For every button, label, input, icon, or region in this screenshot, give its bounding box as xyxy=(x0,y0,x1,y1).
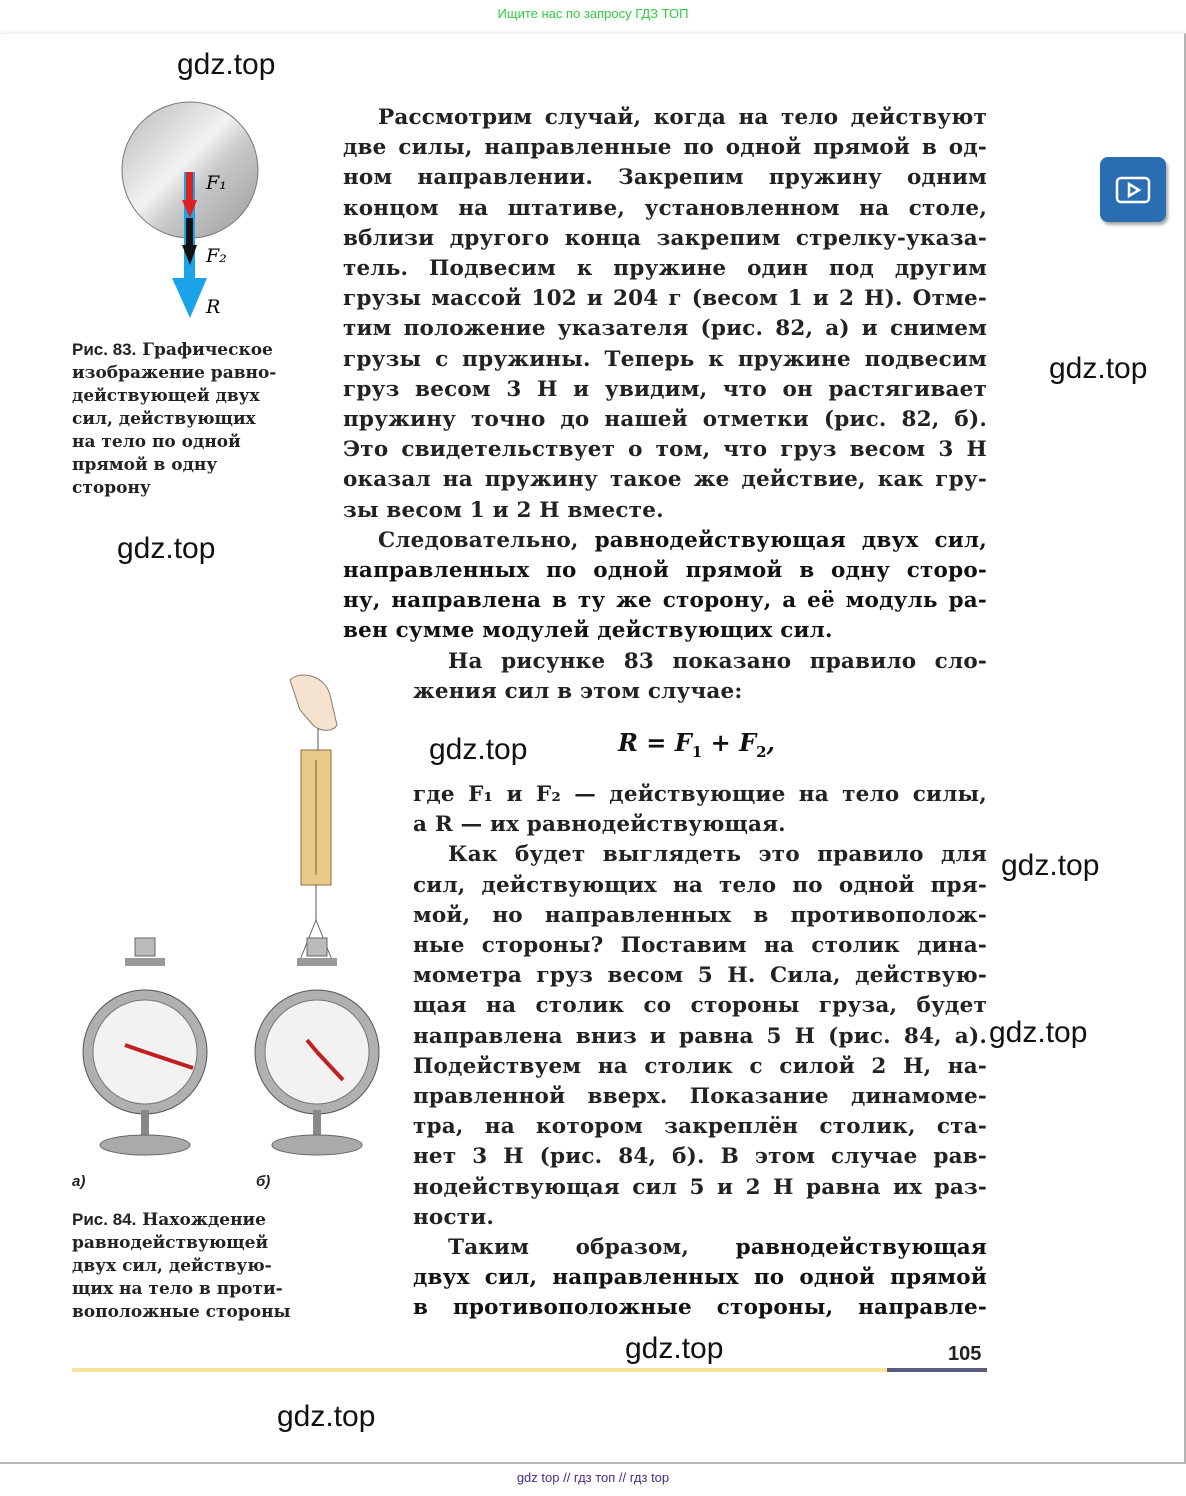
text-line xyxy=(413,780,987,810)
caption-line: прямой в одну xyxy=(72,455,218,475)
text-segment: грузы с пружины. Теперь к пружине подвесим xyxy=(343,346,987,372)
text-segment: Это свидетельствует о том, что груз весом 3 Н xyxy=(343,437,987,463)
text-line xyxy=(343,556,987,586)
text-segment: тель. Подвесим к пружине один под другим xyxy=(343,256,987,281)
text-segment: грузы массой 102 и 204 г (весом 1 и 2 Н). Отме- xyxy=(343,286,987,312)
bold-text-segment: равнодействующая двух сил, xyxy=(594,527,987,553)
text-line xyxy=(343,163,987,193)
text-line xyxy=(343,284,987,314)
watermark: gdz.top xyxy=(277,1400,376,1433)
text-line xyxy=(413,871,987,901)
bold-text-segment: двух сил, направленных по одной прямой xyxy=(413,1265,987,1291)
formula-comma: , xyxy=(766,728,775,757)
figure-83-illustration xyxy=(110,100,280,330)
text-line xyxy=(343,314,987,344)
text-segment: ные стороны? Поставим на столик дина- xyxy=(413,933,987,958)
text-line xyxy=(413,1082,987,1112)
dynamometer-b xyxy=(255,938,379,1155)
page-number-rule xyxy=(887,1368,987,1372)
text-segment: пружину точно до нашей отметки (рис. 82, б). xyxy=(343,407,987,432)
caption-line: воположные стороны xyxy=(72,1302,291,1322)
text-line xyxy=(413,810,987,840)
text-segment: нет 3 Н (рис. 84, б). В этом случае рав- xyxy=(413,1144,987,1170)
search-banner[interactable]: Ищите нас по запросу ГДЗ ТОП xyxy=(497,6,689,21)
watermark: gdz.top xyxy=(1049,352,1148,385)
text-line xyxy=(413,1203,987,1233)
formula-sub1: 1 xyxy=(691,742,703,761)
text-segment: правленной вверх. Показание динамоме- xyxy=(413,1084,987,1109)
bold-text-segment: ну, направлена в ту же сторону, а её модуль ра- xyxy=(343,588,987,614)
formula-sub2: 2 xyxy=(756,742,767,761)
bold-text-segment: равнодействующая xyxy=(735,1235,987,1260)
text-segment: концом на штативе, установленном на столе, xyxy=(343,195,987,221)
figure-84-caption: Рис. 84. Нахождение равнодействующей двух сил, действую- щих на тело в проти- воположные стороны xyxy=(72,1210,291,1322)
page-number: 105 xyxy=(948,1343,982,1365)
text-line xyxy=(413,931,987,961)
formula-plus: + xyxy=(702,728,740,757)
text-line xyxy=(343,345,987,375)
figure-84-illustration xyxy=(75,670,395,1160)
text-line xyxy=(413,901,987,931)
watermark: gdz.top xyxy=(989,1016,1088,1049)
text-segment: где F₁ и F₂ — действующие на тело силы, xyxy=(413,782,987,807)
text-line xyxy=(343,526,987,556)
text-line xyxy=(343,103,987,133)
text-line xyxy=(413,1142,987,1172)
caption-line: изображение равно- xyxy=(72,363,277,383)
text-line xyxy=(413,840,987,870)
text-line xyxy=(343,375,987,405)
text-segment: тра, на котором закреплён столик, ста- xyxy=(413,1114,987,1140)
text-line xyxy=(413,677,987,707)
text-line xyxy=(343,224,987,254)
text-line xyxy=(413,991,987,1021)
text-line xyxy=(343,435,987,465)
figure-84-label-a: а) xyxy=(72,1173,86,1190)
hand-icon xyxy=(290,675,337,730)
text-line xyxy=(413,1112,987,1142)
text-segment: ности. xyxy=(413,1204,495,1230)
text-line xyxy=(343,254,987,284)
watermark: gdz.top xyxy=(1001,849,1100,882)
text-segment: Как будет выглядеть это правило для xyxy=(448,842,987,868)
text-segment: Следовательно, xyxy=(378,527,595,553)
text-segment: зы весом 1 и 2 Н вместе. xyxy=(343,497,664,523)
text-segment: а R — их равнодействующая. xyxy=(413,812,786,838)
text-segment: сил, действующих на тело по одной пря- xyxy=(413,872,987,898)
formula-eq: = xyxy=(637,728,675,757)
text-segment: щая на столик со стороны груза, будет xyxy=(413,993,987,1019)
text-segment: нодействующая сил 5 и 2 Н равна их раз- xyxy=(413,1174,987,1200)
label-r: R xyxy=(206,296,221,318)
bold-text-segment: направленных по одной прямой в одну сторо- xyxy=(343,558,987,583)
bold-text-segment: в противоположные стороны, направле- xyxy=(413,1295,987,1321)
formula-f2: F xyxy=(739,728,757,757)
watermark: gdz.top xyxy=(117,532,216,565)
text-segment: мой, но направленных в противополож- xyxy=(413,902,987,928)
bold-text-segment: вен сумме модулей действующих сил. xyxy=(343,618,833,644)
watermark: gdz.top xyxy=(625,1332,724,1365)
formula xyxy=(618,728,775,761)
caption-line: щих на тело в проти- xyxy=(72,1279,283,1299)
text-segment: Рассмотрим случай, когда на тело действуют xyxy=(378,105,987,130)
text-segment: Подействуем на столик с силой 2 Н, на- xyxy=(413,1053,987,1079)
text-line xyxy=(413,1173,987,1203)
text-segment: жения сил в этом случае: xyxy=(413,678,743,704)
text-line xyxy=(413,1293,987,1323)
figure-84-label-b: б) xyxy=(256,1173,271,1190)
dynamometer-a xyxy=(83,938,207,1155)
caption-line: сторону xyxy=(72,478,151,498)
label-f1: F₁ xyxy=(206,172,227,194)
text-line xyxy=(343,194,987,224)
text-line xyxy=(343,496,987,526)
watermark: gdz.top xyxy=(429,733,528,766)
video-play-button[interactable] xyxy=(1100,157,1166,222)
text-line xyxy=(343,586,987,616)
text-line xyxy=(343,133,987,163)
text-segment: На рисунке 83 показано правило сло- xyxy=(448,648,987,674)
text-segment: тим положение указателя (рис. 82, а) и снимем xyxy=(343,316,987,342)
text-segment: направлена вниз и равна 5 Н (рис. 84, а). xyxy=(413,1023,987,1049)
label-f2: F₂ xyxy=(206,245,227,267)
footer-links[interactable]: gdz top // гдз топ // гдз top xyxy=(516,1470,670,1485)
text-segment: оказал на пружину такое же действие, как гру- xyxy=(343,467,987,493)
formula-f1: F xyxy=(674,728,692,757)
text-line xyxy=(413,961,987,991)
caption-line: равнодействующей xyxy=(72,1233,269,1253)
caption-line: Нахождение xyxy=(142,1210,266,1230)
text-line xyxy=(413,1052,987,1082)
text-line xyxy=(413,1022,987,1052)
text-line xyxy=(413,1263,987,1293)
text-segment: вблизи другого конца закрепим стрелку-указа- xyxy=(343,225,987,251)
figure-83-caption: Рис. 83. Графическое изображение равно- действующей двух сил, действующих на тело по одной прямой в одну сторону xyxy=(72,340,277,498)
caption-line: на тело по одной xyxy=(72,432,241,452)
formula-r: R xyxy=(618,728,638,757)
play-icon xyxy=(1115,175,1151,205)
text-segment: Таким образом, xyxy=(448,1235,736,1260)
text-line xyxy=(343,465,987,495)
text-segment: ном направлении. Закрепим пружину одним xyxy=(343,165,987,191)
caption-line: сил, действующих xyxy=(72,409,256,429)
text-line xyxy=(343,405,987,435)
text-line xyxy=(343,616,987,646)
text-line xyxy=(413,1233,987,1263)
watermark: gdz.top xyxy=(177,48,276,81)
text-line xyxy=(413,647,987,677)
text-segment: груз весом 3 Н и увидим, что он растягивает xyxy=(343,376,987,402)
caption-line: действующей двух xyxy=(72,386,260,406)
text-segment: две силы, направленные по одной прямой в од- xyxy=(343,135,987,161)
text-segment: мометра груз весом 5 Н. Сила, действую- xyxy=(413,963,987,989)
caption-line: двух сил, действую- xyxy=(72,1256,272,1276)
caption-line: Графическое xyxy=(142,340,273,360)
footer-rule xyxy=(72,1368,887,1372)
